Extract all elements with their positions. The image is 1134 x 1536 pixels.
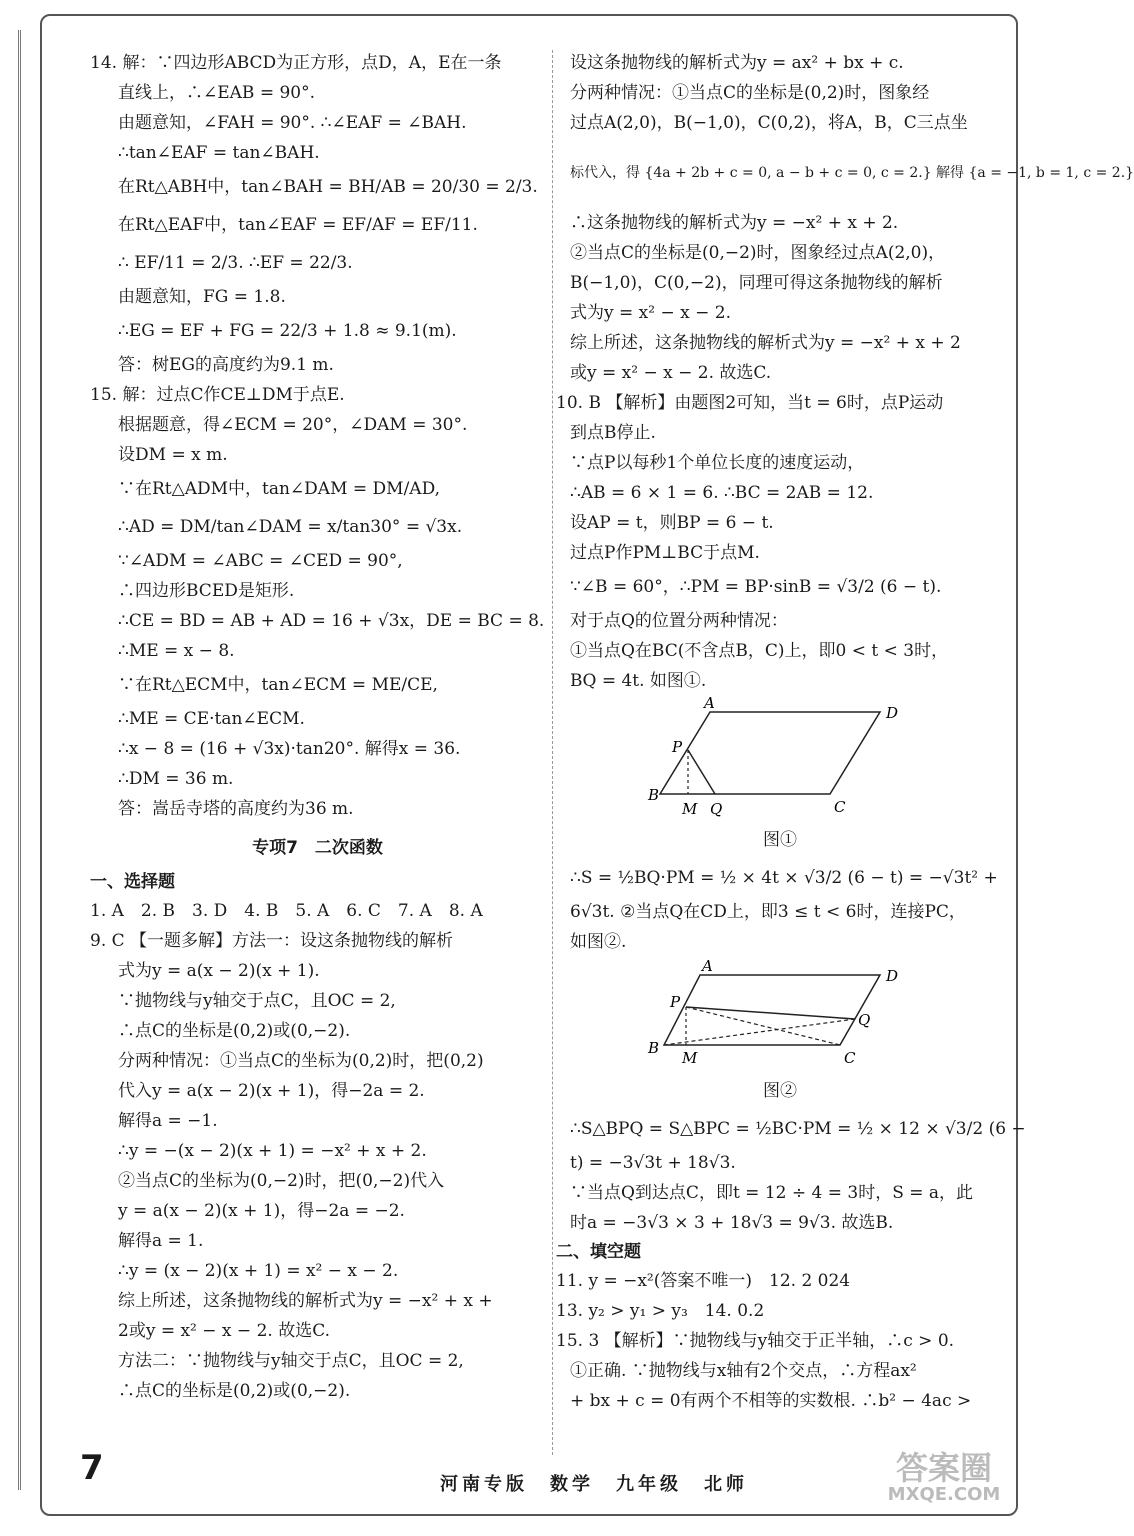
label-A: A [704, 694, 715, 712]
text-line: 1. A 2. B 3. D 4. B 5. A 6. C 7. A 8. A [90, 901, 483, 921]
label-C: C [834, 798, 846, 816]
label-B: B [648, 1039, 660, 1057]
text-line: ∴ME = CE·tan∠ECM. [118, 709, 305, 729]
label-A: A [702, 957, 713, 975]
text-line: ∵当点Q到达点C，即t = 12 ÷ 4 = 3时，S = a，此 [570, 1183, 974, 1203]
section-title: 专项7 二次函数 [252, 838, 383, 858]
text-line: ∴EG = EF + FG = 22/3 + 1.8 ≈ 9.1(m). [118, 321, 457, 341]
watermark-logo [874, 1450, 1014, 1510]
text-line: 时a = −3√3 × 3 + 18√3 = 9√3. 故选B. [570, 1213, 894, 1233]
text-line: ∴tan∠EAF = tan∠BAH. [118, 143, 320, 163]
text-line: ∴ME = x − 8. [118, 641, 235, 661]
text-line: BQ = 4t. 如图①. [570, 671, 707, 691]
text-line: 15. 解：过点C作CE⊥DM于点E. [90, 385, 345, 405]
text-line: 过点P作PM⊥BC于点M. [570, 543, 760, 563]
text-line: 代入y = a(x − 2)(x + 1)，得−2a = 2. [118, 1081, 425, 1101]
text-line: 15. 3 【解析】∵抛物线与y轴交于正半轴，∴c > 0. [556, 1331, 955, 1351]
text-line: 方法二：∵抛物线与y轴交于点C，且OC = 2, [118, 1351, 464, 1371]
text-line: ∴点C的坐标是(0,2)或(0,−2). [118, 1021, 351, 1041]
parallelogram-diagram-2 [648, 957, 910, 1073]
text-line: ②当点C的坐标为(0,−2)时，把(0,−2)代入 [118, 1171, 445, 1191]
text-line: 在Rt△ABH中，tan∠BAH = BH/AB = 20/30 = 2/3. [118, 177, 538, 197]
text-line: ∴CE = BD = AB + AD = 16 + √3x，DE = BC = 8. [118, 611, 545, 631]
text-line: ∴AB = 6 × 1 = 6. ∴BC = 2AB = 12. [570, 483, 874, 503]
text-line: 答：树EG的高度约为9.1 m. [118, 355, 334, 375]
text-line: y = a(x − 2)(x + 1)，得−2a = −2. [118, 1201, 405, 1221]
watermark-url: MXQE.COM [887, 1484, 1001, 1505]
left-column [90, 48, 545, 1406]
text-line: ∵点P以每秒1个单位长度的速度运动， [570, 453, 865, 473]
text-line: 由题意知，FG = 1.8. [118, 287, 286, 307]
text-line: ∴y = −(x − 2)(x + 1) = −x² + x + 2. [118, 1141, 427, 1161]
page-number: 7 [80, 1448, 104, 1488]
label-M: M [682, 1049, 698, 1067]
text-line: 由题意知，∠FAH = 90°. ∴∠EAF = ∠BAH. [118, 113, 467, 133]
text-line: ∴y = (x − 2)(x + 1) = x² − x − 2. [118, 1261, 399, 1281]
text-line: 根据题意，得∠ECM = 20°，∠DAM = 30°. [118, 415, 468, 435]
footer-text: 河南专版 数学 九年级 北师 [440, 1474, 748, 1495]
text-line: 过点A(2,0)，B(−1,0)，C(0,2)，将A，B，C三点坐 [570, 113, 968, 133]
label-Q: Q [858, 1011, 871, 1029]
text-line: 综上所述，这条抛物线的解析式为y = −x² + x + 2 [570, 333, 961, 353]
text-line: 14. 解：∵四边形ABCD为正方形，点D，A，E在一条 [90, 53, 502, 73]
label-M: M [682, 800, 698, 818]
text-line: + bx + c = 0有两个不相等的实数根. ∴b² − 4ac > [570, 1391, 972, 1411]
text-line: ∴AD = DM/tan∠DAM = x/tan30° = √3x. [118, 517, 463, 537]
text-line: t) = −3√3t + 18√3. [570, 1153, 736, 1173]
text-line: 6√3t. ②当点Q在CD上，即3 ≤ t < 6时，连接PC， [570, 902, 966, 922]
figure-1 [648, 694, 910, 853]
text-line: 分两种情况：①当点C的坐标为(0,2)时，把(0,2) [118, 1051, 484, 1071]
text-line: 11. y = −x²(答案不唯一) 12. 2 024 [556, 1271, 851, 1291]
text-line: 2或y = x² − x − 2. 故选C. [118, 1321, 330, 1341]
text-line: 式为y = a(x − 2)(x + 1). [118, 961, 320, 981]
text-line: 对于点Q的位置分两种情况： [570, 611, 788, 631]
text-line: ∴点C的坐标是(0,2)或(0,−2). [118, 1381, 351, 1401]
text-line: ∵在Rt△ADM中，tan∠DAM = DM/AD, [118, 479, 441, 499]
text-line: 设DM = x m. [118, 445, 228, 465]
label-B: B [648, 786, 660, 804]
part-heading: 二、填空题 [556, 1242, 641, 1262]
text-line: ②当点C的坐标是(0,−2)时，图象经过点A(2,0)， [570, 243, 946, 263]
part-heading: 一、选择题 [90, 872, 175, 892]
text-line: 如图②. [570, 932, 627, 952]
text-line: ∵抛物线与y轴交于点C，且OC = 2, [118, 991, 396, 1011]
text-line: ∴S△BPQ = S△BPC = ½BC·PM = ½ × 12 × √3/2 (6 − [570, 1119, 1026, 1139]
text-line: ∴DM = 36 m. [118, 769, 234, 789]
label-D: D [886, 967, 899, 985]
text-line: 设AP = t，则BP = 6 − t. [570, 513, 774, 533]
text-line: 在Rt△EAF中，tan∠EAF = EF/AF = EF/11. [118, 215, 478, 235]
right-column [556, 48, 1134, 1416]
text-line: ∴S = ½BQ·PM = ½ × 4t × √3/2 (6 − t) = −√3t² + [570, 868, 998, 888]
text-line: 解得a = −1. [118, 1111, 218, 1131]
label-Q: Q [710, 800, 723, 818]
text-line: ∴x − 8 = (16 + √3x)·tan20°. 解得x = 36. [118, 739, 461, 759]
text-line: 10. B 【解析】由题图2可知，当t = 6时，点P运动 [556, 393, 944, 413]
decorative-border [18, 30, 41, 1490]
label-P: P [670, 993, 681, 1011]
text-line: B(−1,0)，C(0,−2)，同理可得这条抛物线的解析 [570, 273, 943, 293]
text-line: 直线上，∴∠EAB = 90°. [118, 83, 316, 103]
text-line: ∵在Rt△ECM中，tan∠ECM = ME/CE, [118, 675, 438, 695]
figure-2 [648, 957, 910, 1104]
text-line: 综上所述，这条抛物线的解析式为y = −x² + x + [118, 1291, 493, 1311]
text-line: 分两种情况：①当点C的坐标是(0,2)时，图象经 [570, 83, 930, 103]
text-line: 设这条抛物线的解析式为y = ax² + bx + c. [570, 53, 904, 73]
figure-caption: 图② [763, 1081, 797, 1101]
text-line: 解得a = 1. [118, 1231, 204, 1251]
text-line: ∴这条抛物线的解析式为y = −x² + x + 2. [570, 213, 899, 233]
label-P: P [672, 738, 683, 756]
text-line: 到点B停止. [570, 423, 656, 443]
watermark-text: 答案圈 [895, 1449, 992, 1487]
column-divider [552, 50, 553, 1455]
parallelogram-diagram-1 [648, 694, 910, 822]
text-line: 13. y₂ > y₁ > y₃ 14. 0.2 [556, 1301, 765, 1321]
figure-caption: 图① [763, 830, 797, 850]
text-line: 或y = x² − x − 2. 故选C. [570, 363, 772, 383]
text-line: ∴ EF/11 = 2/3. ∴EF = 22/3. [118, 253, 353, 273]
text-line: ∵∠B = 60°，∴PM = BP·sinB = √3/2 (6 − t). [570, 577, 942, 597]
text-line: 答：嵩岳寺塔的高度约为36 m. [118, 799, 354, 819]
text-line: 9. C 【一题多解】方法一：设这条抛物线的解析 [90, 931, 454, 951]
text-line: ①正确. ∵抛物线与x轴有2个交点，∴方程ax² [570, 1361, 917, 1381]
label-D: D [886, 704, 899, 722]
text-line: 标代入，得 {4a + 2b + c = 0, a − b + c = 0, c = 2.} 解得 {a = −1, b = 1, c = 2.} [570, 165, 1134, 181]
label-C: C [844, 1049, 856, 1067]
text-line: ①当点Q在BC(不含点B，C)上，即0 < t < 3时， [570, 641, 949, 661]
text-line: ∵∠ADM = ∠ABC = ∠CED = 90°, [118, 551, 403, 571]
text-line: ∴四边形BCED是矩形. [118, 581, 295, 601]
text-line: 式为y = x² − x − 2. [570, 303, 731, 323]
